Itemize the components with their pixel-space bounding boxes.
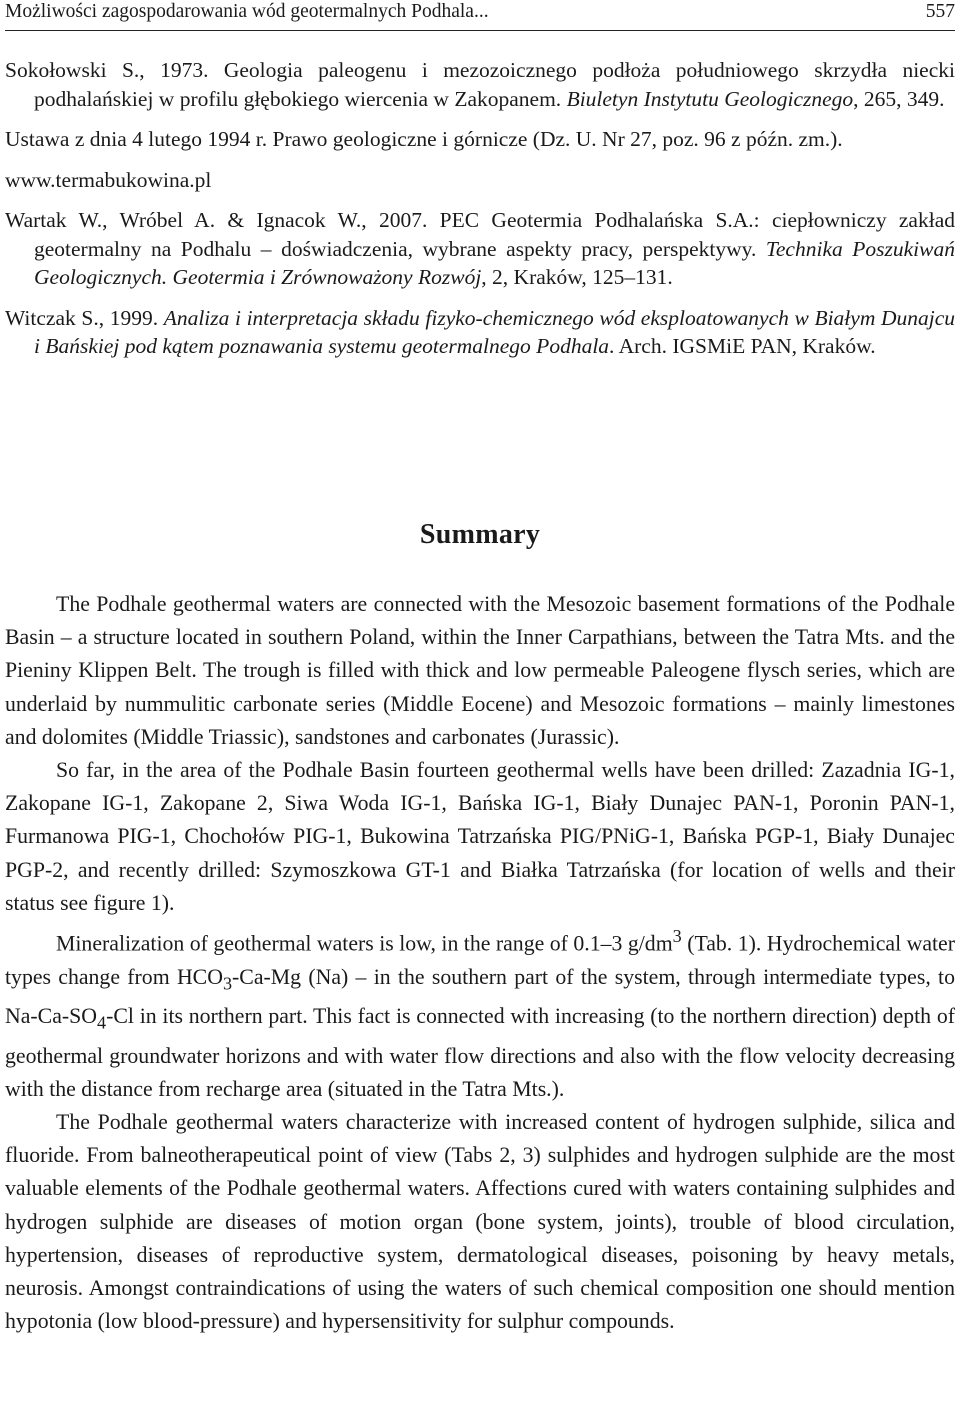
summary-paragraph: The Podhale geothermal waters are connected with the Mesozoic basement formations of the Podhale Basin – a structure located in southern Poland, within the Inner Carpathians, between the Tatra Mts. and the Pieniny Klippen Belt. The trough is filled with thick and low permeable Paleogene flysch series, which are underlaid by nummulitic carbonate series (Middle Eocene) and Mesozoic formations – mainly limestones and dolomites (Middle Triassic), sandstones and carbonates (Jurassic). — [5, 592, 955, 749]
summary-body — [5, 588, 955, 1338]
summary-paragraph: The Podhale geothermal waters characterize with increased content of hydrogen sulphide, silica and fluoride. From balneotherapeutical point of view (Tabs 2, 3) sulphides and hydrogen sulphide are the most valuable elements of the Podhale geothermal waters. Affections cured with waters containing sulphides and hydrogen sulphide are diseases of motion organ (bone system, joints), trouble of blood circulation, hypertension, diseases of reproductive system, dermatological diseases, poisoning by heavy metals, neurosis. Amongst contraindications of using the waters of such chemical composition one should mention hypotonia (low blood-pressure) and hypersensitivity for sulphur compounds. — [5, 1110, 955, 1334]
summary-heading: Summary — [419, 519, 541, 550]
reference-text: Ustawa z dnia 4 lutego 1994 r. Prawo geologiczne i górnicze (Dz. U. Nr 27, poz. 96 z późn. zm.). — [5, 127, 843, 151]
running-title: Możliwości zagospodarowania wód geotermalnych Podhala... — [5, 1, 489, 22]
reference-item — [5, 166, 955, 195]
paragraph-text: -Cl in its northern part. This fact is connected with increasing (to the northern direction) depth of geothermal groundwater horizons and with water flow directions and also with the flow velocity decreasing with the distance from recharge area (situated in the Tatra Mts.). — [5, 1004, 955, 1101]
reference-details: , 265, 349. — [853, 86, 945, 111]
superscript: 3 — [672, 926, 682, 947]
running-header — [5, 0, 955, 31]
reference-item — [5, 206, 955, 292]
reference-details: , 2, Kraków, 125–131. — [481, 265, 673, 289]
page-number: 557 — [925, 1, 955, 22]
paragraph-text: Mineralization of geothermal waters is low, in the range of 0.1–3 g/dm — [56, 931, 673, 956]
reference-details: . Arch. IGSMiE PAN, Kraków. — [609, 334, 876, 358]
reference-text: Witczak S., 1999. — [5, 305, 164, 330]
paragraph-text: -Ca-Mg (Na) – in the southern part of the system, through intermediate types, to Na-Ca-SO — [5, 964, 956, 1029]
reference-text: www.termabukowina.pl — [5, 167, 212, 192]
reference-source: Technika Poszukiwań Geologicznych. Geotermia i Zrównoważony Rozwój — [34, 236, 955, 289]
paragraph-text: (Tab. 1). Hydrochemical water types change from HCO — [5, 931, 955, 989]
reference-text: Wartak W., Wróbel A. & Ignacok W., 2007. PEC Geotermia Podhalańska S.A.: ciepłowniczy zakład geotermalny na Podhalu – doświadczenia, wybrane aspekty pracy, perspektywy. — [5, 208, 955, 261]
subscript: 4 — [97, 1012, 107, 1033]
reference-text: Sokołowski S., 1973. Geologia paleogenu i mezozoicznego podłoża południowego skrzydła niecki podhalańskiej w profilu głębokiego wiercenia w Zakopanem. — [5, 58, 955, 111]
reference-item — [5, 125, 955, 154]
reference-item — [5, 56, 955, 113]
reference-source: Biuletyn Instytutu Geologicznego — [566, 86, 854, 111]
reference-source: Analiza i interpretacja składu fizyko-chemicznego wód eksploatowanych w Białym Dunajcu i Bańskiej pod kątem poznawania systemu geotermalnego Podhala — [34, 305, 956, 358]
summary-paragraph — [5, 920, 955, 1106]
reference-item — [5, 304, 955, 361]
subscript: 3 — [222, 972, 233, 993]
summary-paragraph: So far, in the area of the Podhale Basin fourteen geothermal wells have been drilled: Zazadnia IG-1, Zakopane IG-1, Zakopane 2, Siwa Woda IG-1, Bańska IG-1, Biały Dunajec PAN-1, Poronin PAN-1, Furmanowa PIG-1, Chochołów PIG-1, Bukowina Tatrzańska PIG/PNiG-1, Bańska PGP-1, Biały Dunajec PGP-2, and recently drilled: Szymoszkowa GT-1 and Białka Tatrzańska (for location of wells and their status see figure 1). — [5, 758, 955, 915]
reference-list — [5, 56, 955, 373]
